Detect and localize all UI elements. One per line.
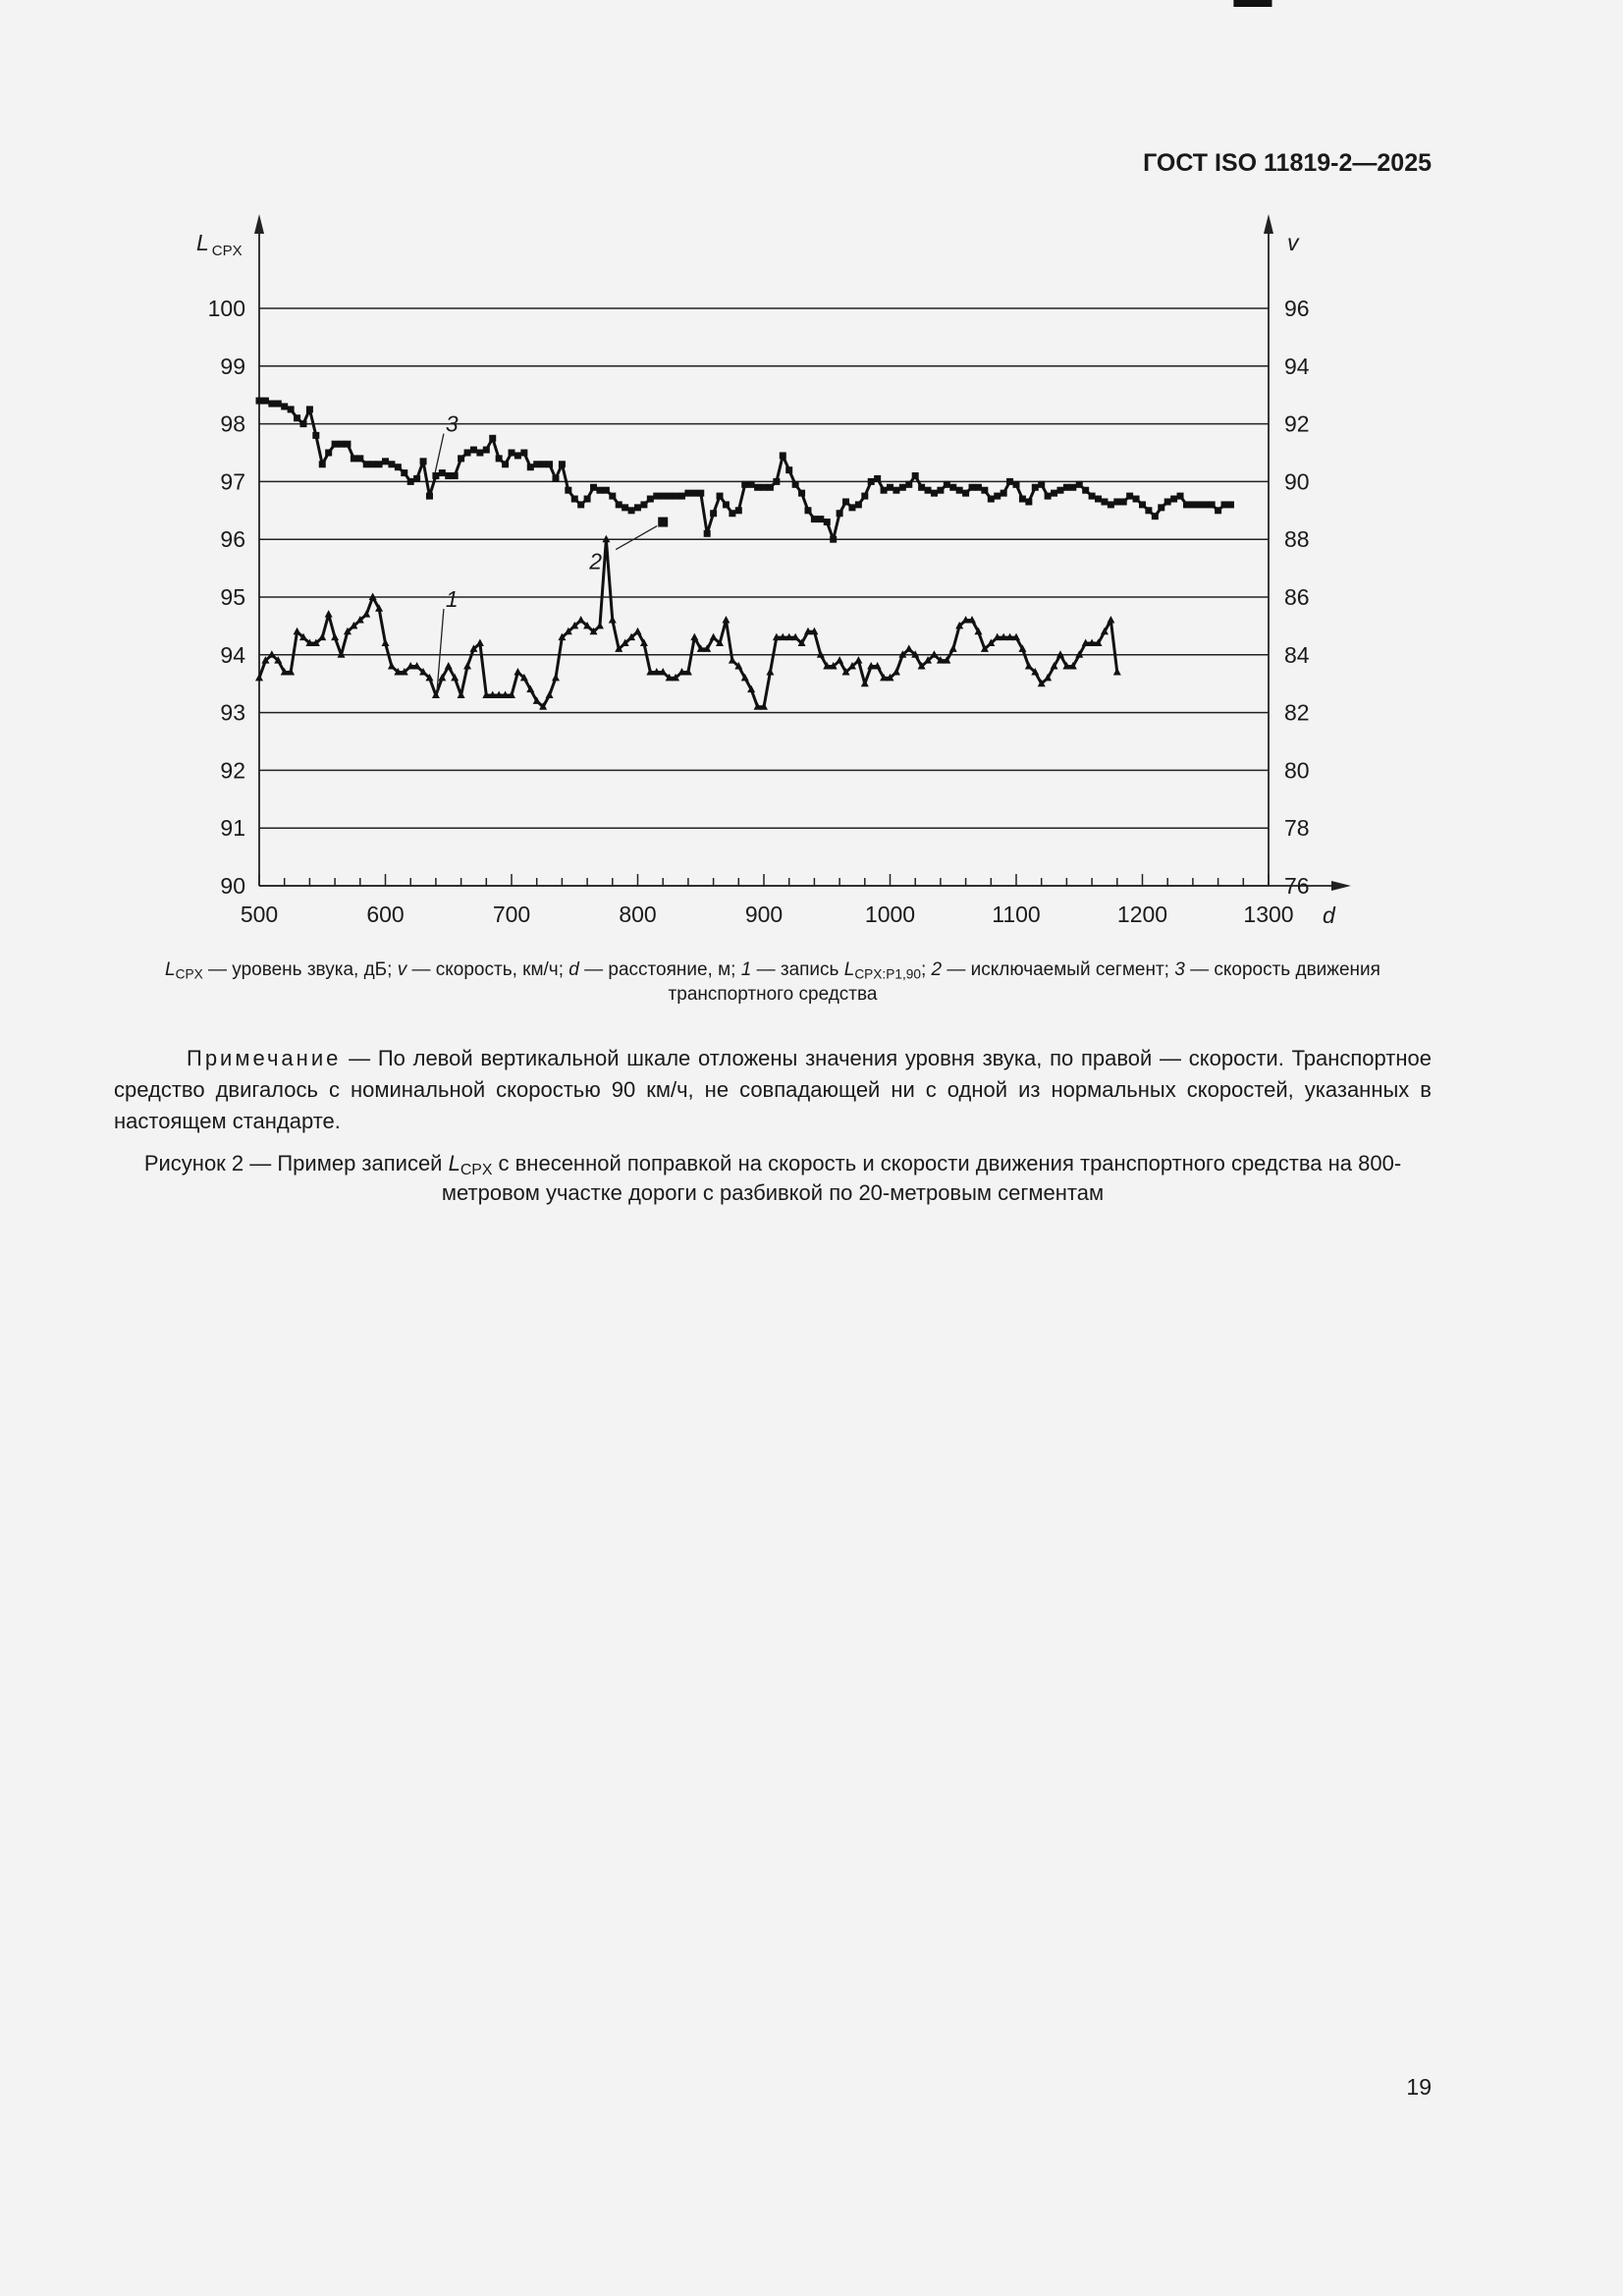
speed-point	[1045, 493, 1052, 500]
sound_level-point	[729, 656, 736, 664]
speed-point	[798, 490, 805, 497]
speed-point	[741, 481, 748, 488]
speed-point	[653, 493, 660, 500]
speed-point	[1069, 484, 1076, 491]
speed-point	[332, 441, 339, 448]
speed-point	[1246, 0, 1253, 7]
speed-point	[420, 458, 427, 465]
annotation-3-leader	[435, 434, 444, 474]
sound_level-point	[294, 628, 301, 635]
right-tick-label: 96	[1284, 296, 1310, 321]
legend-text-4: — запись	[751, 959, 844, 980]
speed-point	[356, 455, 363, 462]
speed-point	[1189, 501, 1196, 508]
sound_level-point	[325, 610, 333, 618]
speed-point	[1025, 498, 1032, 505]
speed-point	[723, 501, 730, 508]
sound_level-point	[331, 633, 339, 641]
speed-point	[893, 487, 899, 494]
speed-point	[981, 487, 988, 494]
speed-point	[717, 493, 724, 500]
sound_level-point	[1113, 668, 1121, 676]
speed-point	[925, 487, 932, 494]
right-tick-label: 80	[1284, 757, 1310, 784]
sound_level-point	[634, 628, 642, 635]
speed-point	[616, 501, 622, 508]
speed-point	[256, 398, 263, 405]
speed-point	[881, 487, 888, 494]
speed-point	[268, 401, 275, 408]
speed-point	[609, 493, 616, 500]
sound_level-point	[949, 644, 957, 652]
speed-point	[299, 420, 306, 427]
speed-point	[590, 484, 597, 491]
speed-point	[514, 452, 521, 459]
chart	[0, 0, 1623, 943]
speed-point	[577, 501, 584, 508]
figure-title	[114, 1149, 1432, 1208]
sound_level-point	[722, 616, 730, 624]
speed-point	[369, 461, 376, 467]
legend-d-symbol: d	[568, 959, 579, 980]
speed-point	[748, 481, 755, 488]
speed-point	[956, 487, 963, 494]
page-number: 19	[1406, 2074, 1432, 2100]
speed-point	[452, 472, 459, 479]
legend-text-1: — уровень звука, дБ;	[202, 959, 398, 980]
speed-point	[1221, 501, 1228, 508]
chart-grid	[259, 308, 1269, 886]
speed-point	[1209, 501, 1216, 508]
legend-text-5: ;	[920, 959, 932, 980]
speed-point	[552, 475, 559, 482]
speed-point	[905, 481, 912, 488]
speed-point	[325, 450, 332, 457]
x-tick-label: 1300	[1243, 902, 1294, 927]
speed-point	[1202, 501, 1209, 508]
document-header: ГОСТ ISO 11819-2—2025	[1143, 149, 1432, 177]
speed-point	[647, 496, 654, 503]
speed-point	[855, 501, 862, 508]
figure-title-l-subscript: CPX	[460, 1161, 493, 1178]
speed-point	[969, 484, 976, 491]
speed-point	[476, 450, 483, 457]
sound_level-line	[259, 539, 1117, 707]
speed-point	[704, 530, 711, 537]
left-axis-ticks	[208, 296, 246, 899]
speed-point	[509, 450, 515, 457]
left-tick-label: 93	[220, 699, 245, 726]
speed-point	[262, 398, 269, 405]
speed-point	[1233, 0, 1240, 7]
sound_level-point	[596, 622, 604, 629]
speed-point	[1063, 484, 1070, 491]
speed-point	[1108, 501, 1114, 508]
right-axis-label: v	[1287, 230, 1299, 255]
x-tick-label: 700	[492, 902, 531, 927]
speed-point	[520, 450, 527, 457]
speed-point	[344, 441, 351, 448]
speed-point	[1196, 501, 1203, 508]
chart-series	[255, 0, 1272, 710]
legend-text-6: — исключаемый сегмент;	[942, 959, 1175, 980]
annotation-2-leader	[616, 526, 657, 550]
right-axis-ticks	[1284, 296, 1310, 899]
speed-point	[1133, 496, 1140, 503]
speed-point	[634, 504, 641, 511]
speed-point	[1019, 496, 1026, 503]
speed-point	[842, 498, 849, 505]
speed-point	[565, 487, 571, 494]
speed-point	[401, 469, 407, 476]
speed-point	[628, 507, 635, 514]
speed-point	[319, 461, 326, 467]
speed-point	[994, 493, 1001, 500]
speed-point	[533, 461, 540, 467]
speed-point	[640, 501, 647, 508]
speed-point	[306, 406, 313, 412]
legend-number-3: 3	[1174, 959, 1185, 980]
x-tick-label: 900	[744, 902, 784, 927]
speed-point	[937, 487, 944, 494]
speed-point	[1266, 0, 1272, 7]
legend-v-symbol: v	[397, 959, 407, 980]
left-axis-label: L $_{CPX}$	[196, 230, 243, 259]
left-axis-arrow	[254, 214, 264, 234]
speed-point	[830, 536, 837, 543]
speed-point	[1038, 481, 1045, 488]
right-tick-label: 86	[1284, 584, 1310, 610]
speed-point	[1113, 498, 1120, 505]
speed-point	[546, 461, 553, 467]
speed-point	[338, 441, 345, 448]
speed-point	[351, 455, 357, 462]
right-tick-label: 92	[1284, 410, 1310, 437]
speed-point	[458, 455, 464, 462]
sound_level-point	[766, 668, 774, 676]
legend-l-symbol: L	[165, 959, 176, 980]
speed-point	[761, 484, 768, 491]
speed-point	[426, 493, 433, 500]
speed-point	[944, 481, 950, 488]
speed-point	[1227, 501, 1234, 508]
note-text: — По левой вертикальной шкале отложены значения уровня звука, по правой — скорости. Транспортное средство двигалось с номинальной скоростью 90 км/ч, не совпадающей ни с одной из нормальных скоростей, указанных в настоящем стандарте.	[114, 1046, 1432, 1133]
figure-title-l-symbol: L	[448, 1151, 460, 1175]
speed-point	[376, 461, 383, 467]
sound_level-point	[577, 616, 585, 624]
speed-point	[1032, 484, 1039, 491]
speed-point	[1170, 496, 1177, 503]
x-axis-arrow	[1331, 881, 1351, 891]
speed-point	[1126, 493, 1133, 500]
speed-point	[697, 490, 704, 497]
right-tick-label: 88	[1284, 526, 1310, 553]
speed-point	[666, 493, 673, 500]
speed-point	[962, 490, 969, 497]
speed-point	[464, 450, 471, 457]
sound_level-point	[388, 662, 396, 670]
speed-point	[483, 447, 490, 454]
speed-point	[382, 458, 389, 465]
speed-point	[288, 406, 295, 412]
excluded-segment-marker	[658, 518, 668, 527]
speed-point	[1001, 490, 1007, 497]
sound_level-point	[514, 668, 521, 676]
speed-point	[729, 510, 735, 517]
annotation-2-label: 2	[589, 548, 602, 574]
speed-point	[584, 496, 591, 503]
speed-point	[1139, 501, 1146, 508]
speed-point	[603, 487, 610, 494]
speed-point	[792, 481, 799, 488]
sound_level-point	[710, 633, 718, 641]
right-tick-label: 82	[1284, 699, 1310, 726]
speed-point	[899, 484, 906, 491]
speed-point	[559, 461, 566, 467]
sound_level-point	[609, 616, 617, 624]
speed-point	[596, 487, 603, 494]
sound_level-point	[905, 644, 913, 652]
speed-point	[1101, 498, 1108, 505]
speed-point	[931, 490, 938, 497]
sound_level-point	[382, 639, 390, 647]
speed-point	[1051, 490, 1057, 497]
x-tick-label: 1200	[1116, 902, 1168, 927]
speed-point	[848, 504, 855, 511]
speed-point	[673, 493, 679, 500]
x-tick-label: 800	[619, 902, 657, 927]
left-tick-label: 98	[220, 410, 245, 437]
annotation-3-label: 3	[445, 410, 459, 437]
figure-legend	[114, 957, 1432, 1007]
speed-point	[1145, 507, 1152, 514]
speed-point	[622, 504, 628, 511]
speed-point	[874, 475, 881, 482]
speed-point	[1253, 0, 1260, 7]
speed-point	[811, 516, 818, 522]
speed-point	[496, 455, 503, 462]
x-tick-label: 500	[240, 902, 279, 927]
x-axis-label: d	[1323, 902, 1335, 928]
left-tick-label: 99	[220, 353, 245, 379]
left-tick-label: 97	[220, 468, 245, 495]
sound_level-point	[690, 633, 698, 641]
speed-point	[1076, 481, 1083, 488]
speed-point	[1259, 0, 1266, 7]
sound_level-point	[445, 662, 453, 670]
speed-point	[294, 414, 300, 421]
speed-point	[395, 464, 402, 470]
speed-point	[363, 461, 370, 467]
speed-point	[691, 490, 698, 497]
right-tick-label: 94	[1284, 353, 1310, 379]
speed-point	[1183, 501, 1190, 508]
sound_level-point	[836, 656, 843, 664]
right-tick-label: 78	[1284, 815, 1310, 842]
legend-l-subscript: CPX	[175, 966, 203, 982]
speed-point	[1089, 493, 1096, 500]
left-tick-label: 95	[220, 584, 245, 610]
speed-point	[817, 516, 824, 522]
speed-point	[660, 493, 667, 500]
speed-point	[804, 507, 811, 514]
x-tick-label: 600	[366, 902, 405, 927]
note-label: Примечание	[187, 1046, 342, 1070]
speed-point	[571, 496, 578, 503]
speed-point	[918, 484, 925, 491]
left-tick-label: 91	[220, 815, 245, 842]
speed-point	[837, 510, 843, 517]
speed-point	[861, 493, 868, 500]
speed-point	[684, 490, 691, 497]
figure-title-post: с внесенной поправкой на скорость и скорости движения транспортного средства на 800-метровом участке дороги с разбивкой по 20-метровым сегментам	[441, 1151, 1402, 1205]
x-tick-label: 1100	[992, 902, 1041, 927]
right-tick-label: 84	[1284, 641, 1310, 668]
speed-point	[407, 478, 414, 485]
speed-point	[868, 478, 875, 485]
speed-point	[312, 432, 319, 439]
speed-point	[767, 484, 774, 491]
left-tick-label: 96	[220, 526, 245, 553]
speed-point	[912, 472, 919, 479]
speed-point	[281, 403, 288, 410]
speed-point	[413, 475, 420, 482]
left-tick-label: 100	[207, 296, 245, 321]
speed-point	[773, 478, 780, 485]
speed-point	[1158, 504, 1164, 511]
sound_level-point	[476, 639, 484, 647]
speed-point	[678, 493, 685, 500]
speed-point	[710, 510, 717, 517]
legend-text-7: — скорость движения транспортного средства	[668, 959, 1380, 1005]
speed-point	[489, 435, 496, 442]
right-tick-label: 90	[1284, 468, 1310, 495]
left-tick-label: 92	[220, 757, 245, 784]
speed-point	[735, 507, 742, 514]
note-paragraph	[114, 1043, 1432, 1137]
legend-number-1: 1	[740, 959, 752, 980]
speed-point	[824, 519, 831, 525]
speed-point	[470, 447, 477, 454]
speed-point	[949, 484, 956, 491]
speed-point	[780, 452, 786, 459]
speed-point	[887, 484, 893, 491]
right-axis-arrow	[1264, 214, 1273, 234]
speed-point	[975, 484, 982, 491]
legend-l2-symbol: L	[843, 959, 855, 980]
sound_level-point	[1107, 616, 1114, 624]
speed-point	[445, 472, 452, 479]
speed-point	[275, 401, 282, 408]
legend-text-3: — расстояние, м;	[578, 959, 741, 980]
speed-point	[1056, 487, 1063, 494]
left-axis-label-subscript: CPX	[211, 243, 243, 259]
x-axis-ticks	[241, 874, 1294, 927]
x-tick-label: 1000	[864, 902, 916, 927]
sound_level-point	[318, 633, 326, 641]
speed-point	[1177, 493, 1184, 500]
speed-point	[502, 461, 509, 467]
annotation-1-label: 1	[445, 586, 459, 612]
speed-point	[1006, 478, 1013, 485]
speed-point	[1120, 498, 1127, 505]
speed-point	[1095, 496, 1102, 503]
speed-point	[988, 496, 995, 503]
sound_level-point	[854, 656, 862, 664]
speed-point	[1152, 513, 1159, 519]
legend-text-2: — скорость, км/ч;	[406, 959, 569, 980]
legend-l2-subscript: CPX:P1,90	[854, 966, 921, 982]
left-tick-label: 90	[220, 873, 245, 899]
sound_level-point	[552, 674, 560, 682]
speed-point	[754, 484, 761, 491]
legend-number-2: 2	[931, 959, 943, 980]
speed-point	[439, 469, 446, 476]
speed-point	[1240, 0, 1247, 7]
speed-point	[1013, 481, 1020, 488]
speed-point	[785, 466, 792, 473]
speed-point	[1215, 507, 1221, 514]
speed-point	[1164, 498, 1171, 505]
speed-point	[432, 472, 439, 479]
speed-point	[527, 464, 534, 470]
speed-point	[540, 461, 547, 467]
left-tick-label: 94	[220, 641, 245, 668]
right-tick-label: 76	[1284, 873, 1310, 899]
chart-axes	[254, 214, 1351, 891]
figure-title-pre: Рисунок 2 — Пример записей	[143, 1151, 449, 1175]
speed-point	[388, 461, 395, 467]
speed-point	[1082, 487, 1089, 494]
